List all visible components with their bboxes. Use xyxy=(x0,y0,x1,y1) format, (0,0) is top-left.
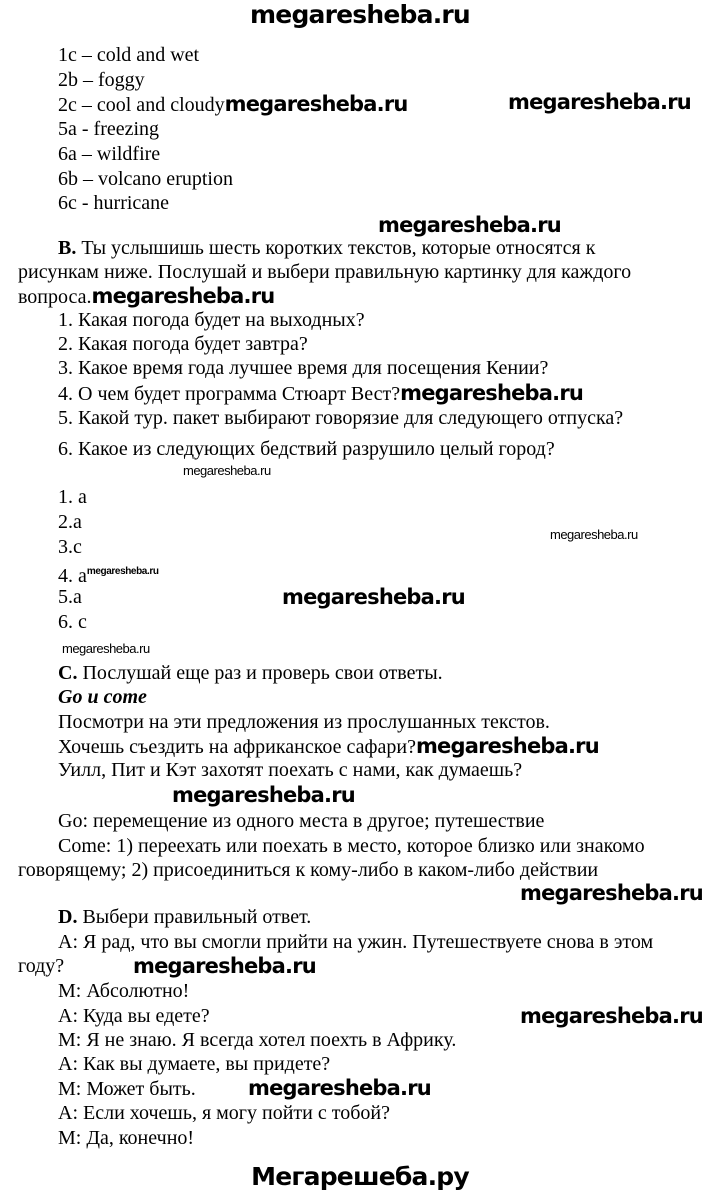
question: 5. Какой тур. пакет выбирают говорязие для следующего отпуска? xyxy=(58,407,624,429)
answer: 3.c xyxy=(58,536,82,558)
answer: 5.a xyxy=(58,586,82,608)
watermark: megaresheba.ru xyxy=(172,783,355,807)
watermark: megaresheba.ru xyxy=(282,585,465,609)
dialogue-line: А: Как вы думаете, вы придете? xyxy=(58,1053,331,1075)
dialogue-line: А: Куда вы едете? xyxy=(58,1005,210,1027)
header-title: megaresheba.ru xyxy=(250,0,470,29)
answer: 6. c xyxy=(58,611,87,633)
vocab-item: 6c - hurricane xyxy=(58,192,170,214)
watermark: megaresheba.ru xyxy=(248,1076,431,1100)
watermark: megaresheba.ru xyxy=(415,734,599,758)
watermark: megaresheba.ru xyxy=(183,463,271,478)
text-line: Посмотри на эти предложения из прослушанных текстов. xyxy=(58,711,550,733)
watermark: megaresheba.ru xyxy=(62,641,150,656)
watermark: megaresheba.ru xyxy=(91,284,275,308)
footer-title: Мегарешеба.ру xyxy=(251,1162,469,1191)
question: 6. Какое из следующих бедствий разрушило целый город? xyxy=(58,438,555,460)
watermark: megaresheba.ru xyxy=(520,881,703,905)
dialogue-line: М: Может быть. xyxy=(58,1078,196,1100)
definition: Go: перемещение из одного места в другое; путешествие xyxy=(58,810,545,832)
subheading: Go и come xyxy=(58,686,147,708)
answer: 2.a xyxy=(58,511,82,533)
watermark: megaresheba.ru xyxy=(400,381,584,405)
watermark: megaresheba.ru xyxy=(86,566,159,577)
section-b-intro: B. Ты услышишь шесть коротких текстов, которые относятся к xyxy=(58,237,596,259)
vocab-item: 2b – foggy xyxy=(58,69,145,91)
watermark: megaresheba.ru xyxy=(133,954,316,978)
text-line: Хочешь съездить на африканское сафари?megaresheba.ru xyxy=(58,734,599,758)
watermark: megaresheba.ru xyxy=(520,1004,703,1028)
question: 3. Какое время года лучшее время для посещения Кении? xyxy=(58,357,549,379)
vocab-item: 6a – wildfire xyxy=(58,143,161,165)
vocab-item: 2c – cool and cloudymegaresheba.ru xyxy=(58,92,408,116)
text-line: Уилл, Пит и Кэт захотят поехать с нами, как думаешь? xyxy=(58,759,523,781)
section-label: D. xyxy=(58,906,78,928)
dialogue-line: М: Я не знаю. Я всегда хотел поехть в Африку. xyxy=(58,1029,457,1051)
answer: 1. a xyxy=(58,486,87,508)
section-label: C. xyxy=(58,662,78,684)
dialogue-line: М: Да, конечно! xyxy=(58,1127,195,1149)
answer: 4. $a^{megaresheba.ru}$ xyxy=(58,565,159,587)
definition: говорящему; 2) присоединиться к кому-либо в каком-либо действии xyxy=(18,859,599,881)
question: 2. Какая погода будет завтра? xyxy=(58,333,308,355)
vocab-item: 6b – volcano eruption xyxy=(58,168,233,190)
watermark: megaresheba.ru xyxy=(224,92,408,116)
section-b-intro-line: рисункам ниже. Послушай и выбери правильную картинку для каждого xyxy=(18,261,632,283)
watermark: megaresheba.ru xyxy=(378,213,561,237)
vocab-item: 5a - freezing xyxy=(58,118,160,140)
dialogue-line: году? xyxy=(18,955,65,977)
watermark: megaresheba.ru xyxy=(508,90,691,114)
definition: Come: 1) переехать или поехать в место, которое близко или знакомо xyxy=(58,835,645,857)
watermark: megaresheba.ru xyxy=(550,527,638,542)
vocab-item: 1c – cold and wet xyxy=(58,44,200,66)
dialogue-line: А: Я рад, что вы смогли прийти на ужин. Путешествуете снова в этом xyxy=(58,931,654,953)
section-label: B. xyxy=(58,237,77,259)
dialogue-line: А: Если хочешь, я могу пойти с тобой? xyxy=(58,1102,390,1124)
section-b-intro-line: вопроса.megaresheba.ru xyxy=(18,284,275,308)
question: 1. Какая погода будет на выходных? xyxy=(58,309,365,331)
section-c-intro: C. Послушай еще раз и проверь свои ответы. xyxy=(58,662,443,684)
question: 4. О чем будет программа Стюарт Вест?megaresheba.ru xyxy=(58,381,584,405)
dialogue-line: М: Абсолютно! xyxy=(58,980,190,1002)
section-d-intro: D. Выбери правильный ответ. xyxy=(58,906,312,928)
